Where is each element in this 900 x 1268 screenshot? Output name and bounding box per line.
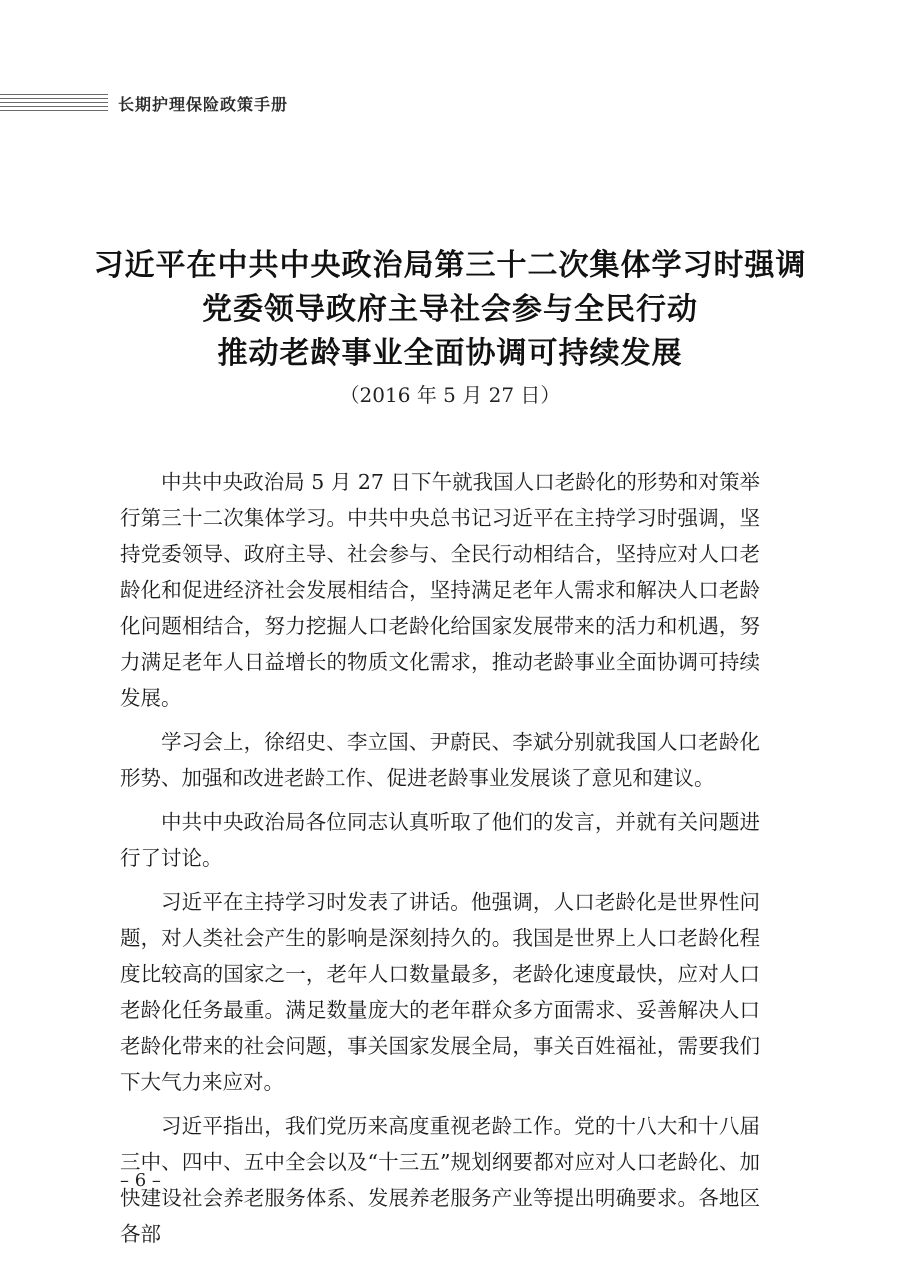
header-rule-decoration — [0, 94, 108, 114]
running-header — [0, 90, 900, 120]
article-body — [120, 464, 760, 1260]
running-header-title: 长期护理保险政策手册 — [118, 95, 289, 114]
page-number: – 6 – — [120, 1170, 161, 1191]
article-title-block — [0, 244, 900, 412]
paragraph: 习近平在主持学习时发表了讲话。他强调，人口老龄化是世界性问题，对人类社会产生的影响是深刻持久的。我国是世界上人口老龄化程度比较高的国家之一，老年人口数量最多，老龄化速度最快，应对人口老龄化任务最重。满足数量庞大的老年群众多方面需求、妥善解决人口老龄化带来的社会问题，事关国家发展全局，事关百姓福祉，需要我们下大气力来应对。 — [120, 890, 760, 1094]
paragraph: 学习会上，徐绍史、李立国、尹蔚民、李斌分别就我国人口老龄化形势、加强和改进老龄工作、促进老龄事业发展谈了意见和建议。 — [120, 730, 760, 790]
article-date: （2016 年 5 月 27 日） — [339, 383, 561, 407]
article-title-line-1: 习近平在中共中央政治局第三十二次集体学习时强调 — [93, 248, 807, 283]
paragraph: 中共中央政治局 5 月 27 日下午就我国人口老龄化的形势和对策举行第三十二次集体学习。中共中央总书记习近平在主持学习时强调，坚持党委领导、政府主导、社会参与、全民行动相结合，坚持应对人口老龄化和促进经济社会发展相结合，坚持满足老年人需求和解决人口老龄化问题相结合，努力挖掘人口老龄化给国家发展带来的活力和机遇，努力满足老年人日益增长的物质文化需求，推动老龄事业全面协调可持续发展。 — [120, 470, 760, 710]
article-title-line-3: 推动老龄事业全面协调可持续发展 — [217, 336, 683, 371]
paragraph: 习近平指出，我们党历来高度重视老龄工作。党的十八大和十八届三中、四中、五中全会以及“十三五”规划纲要都对应对人口老龄化、加快建设社会养老服务体系、发展养老服务产业等提出明确要求。各地区各部 — [120, 1114, 760, 1246]
article-title-line-2: 党委领导政府主导社会参与全民行动 — [202, 292, 698, 327]
paragraph: 中共中央政治局各位同志认真听取了他们的发言，并就有关问题进行了讨论。 — [120, 810, 760, 870]
